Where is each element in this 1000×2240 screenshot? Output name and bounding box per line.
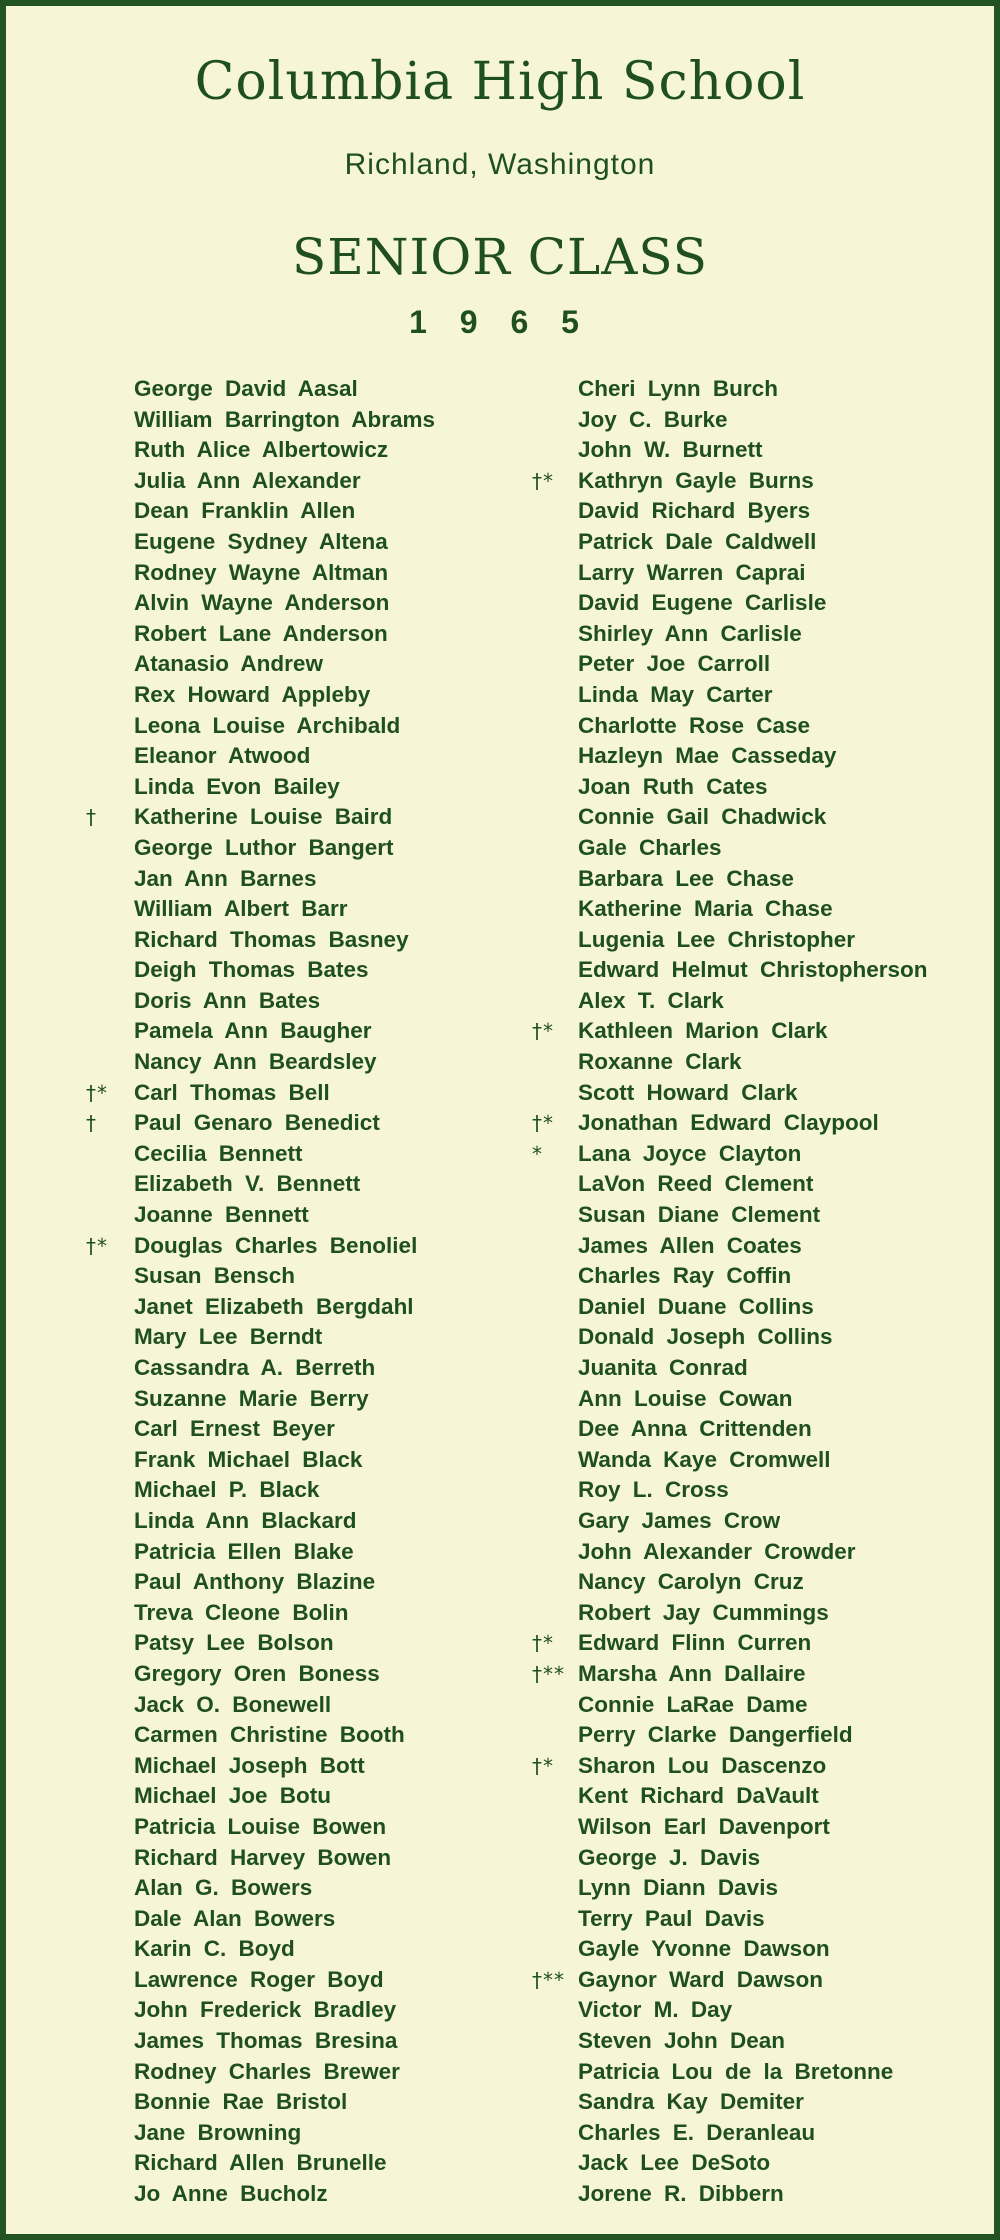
student-entry	[578, 802, 978, 833]
student-name: Paul Anthony Blazine	[134, 1569, 376, 1595]
student-entry	[578, 1047, 978, 1078]
student-name: William Albert Barr	[134, 896, 348, 922]
student-entry	[134, 619, 504, 650]
student-name: David Eugene Carlisle	[578, 590, 827, 616]
student-name: Dean Franklin Allen	[134, 498, 356, 524]
honor-mark: †*	[86, 1233, 108, 1258]
student-name: Linda May Carter	[578, 681, 773, 707]
student-name: Jack Lee DeSoto	[578, 2150, 771, 2176]
student-entry	[578, 1720, 978, 1751]
student-name: George Luthor Bangert	[134, 834, 394, 860]
student-entry	[134, 986, 504, 1017]
student-name: Patsy Lee Bolson	[134, 1630, 334, 1656]
student-entry	[134, 955, 504, 986]
student-entry	[578, 588, 978, 619]
student-entry	[134, 1139, 504, 1170]
student-name: Marsha Ann Dallaire	[578, 1660, 806, 1686]
student-name: John Frederick Bradley	[134, 1997, 397, 2023]
student-entry	[578, 527, 978, 558]
student-entry	[578, 986, 978, 1017]
student-entry	[578, 955, 978, 986]
student-entry	[578, 741, 978, 772]
student-name: Susan Bensch	[134, 1263, 296, 1289]
student-name: Richard Harvey Bowen	[134, 1844, 392, 1870]
student-name: Eugene Sydney Altena	[134, 528, 388, 554]
student-entry	[134, 1414, 504, 1445]
student-name: Roxanne Clark	[578, 1049, 742, 1075]
student-entry	[578, 1445, 978, 1476]
student-entry	[134, 1567, 504, 1598]
student-entry	[578, 1231, 978, 1262]
student-name: Paul Genaro Benedict	[134, 1110, 380, 1136]
student-name: Leona Louise Archibald	[134, 712, 401, 738]
student-entry	[134, 925, 504, 956]
student-name: Michael Joseph Bott	[134, 1752, 365, 1778]
student-name: Elizabeth V. Bennett	[134, 1171, 361, 1197]
student-entry	[134, 2179, 504, 2210]
student-entry	[532, 1108, 978, 1139]
student-name: Hazleyn Mae Casseday	[578, 743, 837, 769]
student-name: Linda Evon Bailey	[134, 773, 340, 799]
student-entry	[578, 1995, 978, 2026]
student-entry	[578, 1322, 978, 1353]
student-entry	[578, 2148, 978, 2179]
student-name: Kathleen Marion Clark	[578, 1018, 828, 1044]
student-entry	[578, 2118, 978, 2149]
honor-mark: †*	[532, 1753, 554, 1778]
class-year: 1 9 6 5	[409, 304, 591, 340]
student-entry	[578, 619, 978, 650]
honor-mark: †**	[532, 1967, 565, 1992]
student-entry	[578, 1169, 978, 1200]
student-entry	[134, 2087, 504, 2118]
student-name: Kent Richard DaVault	[578, 1783, 819, 1809]
student-entry	[134, 1047, 504, 1078]
student-name: Terry Paul Davis	[578, 1905, 765, 1931]
student-entry	[578, 2179, 978, 2210]
student-entry	[86, 802, 504, 833]
student-entry	[134, 649, 504, 680]
student-name: Richard Thomas Basney	[134, 926, 409, 952]
student-entry	[134, 1353, 504, 1384]
student-entry	[134, 1169, 504, 1200]
student-name: Daniel Duane Collins	[578, 1293, 814, 1319]
student-name: Rodney Wayne Altman	[134, 559, 389, 585]
student-name: Cecilia Bennett	[134, 1140, 303, 1166]
student-name: Susan Diane Clement	[578, 1202, 821, 1228]
student-name: John W. Burnett	[578, 437, 763, 463]
name-list-left	[86, 374, 504, 2210]
name-list-right	[532, 374, 978, 2210]
honor-mark: †	[86, 805, 97, 830]
student-name: Dee Anna Crittenden	[578, 1416, 812, 1442]
student-entry	[134, 772, 504, 803]
student-name: George David Aasal	[134, 376, 358, 401]
student-name: Cheri Lynn Burch	[578, 376, 778, 401]
student-entry	[578, 1078, 978, 1109]
student-entry	[578, 374, 978, 405]
student-name: Larry Warren Caprai	[578, 559, 806, 585]
student-entry	[578, 894, 978, 925]
student-name: Connie Gail Chadwick	[578, 804, 827, 830]
student-name: Victor M. Day	[578, 1997, 733, 2023]
student-entry	[134, 1751, 504, 1782]
student-name: Lynn Diann Davis	[578, 1875, 778, 1901]
student-entry	[134, 1261, 504, 1292]
student-name: Gary James Crow	[578, 1507, 781, 1533]
student-name: Katherine Louise Baird	[134, 804, 393, 830]
student-entry	[578, 1690, 978, 1721]
student-name: Nancy Carolyn Cruz	[578, 1569, 804, 1595]
student-name: Joy C. Burke	[578, 406, 728, 432]
student-name: Peter Joe Carroll	[578, 651, 771, 677]
student-name: Jack O. Bonewell	[134, 1691, 332, 1717]
student-name: Nancy Ann Beardsley	[134, 1049, 377, 1075]
student-entry	[532, 1139, 978, 1170]
student-entry	[134, 1843, 504, 1874]
student-entry	[578, 2057, 978, 2088]
student-name: Lawrence Roger Boyd	[134, 1966, 384, 1992]
student-entry	[578, 1261, 978, 1292]
student-entry	[578, 405, 978, 436]
student-name: Charles E. Deranleau	[578, 2119, 816, 2145]
student-name: Michael P. Black	[134, 1477, 320, 1503]
honor-mark: †*	[86, 1080, 108, 1105]
school-location: Richland, Washington	[344, 148, 656, 181]
student-name: Mary Lee Berndt	[134, 1324, 323, 1350]
student-name: Lugenia Lee Christopher	[578, 926, 856, 952]
student-name: Doris Ann Bates	[134, 987, 321, 1013]
student-name: Edward Flinn Curren	[578, 1630, 812, 1656]
student-entry	[578, 1200, 978, 1231]
student-name: Janet Elizabeth Bergdahl	[134, 1293, 414, 1319]
student-name: Ruth Alice Albertowicz	[134, 437, 389, 463]
student-name: Donald Joseph Collins	[578, 1324, 833, 1350]
student-name: Alan G. Bowers	[134, 1875, 313, 1901]
student-entry	[578, 1843, 978, 1874]
student-entry	[578, 1475, 978, 1506]
student-name: Steven John Dean	[578, 2028, 786, 2054]
student-entry	[578, 1353, 978, 1384]
student-name: Robert Lane Anderson	[134, 620, 388, 646]
student-name: Connie LaRae Dame	[578, 1691, 808, 1717]
student-entry	[134, 1292, 504, 1323]
student-name: Rex Howard Appleby	[134, 681, 371, 707]
class-title: SENIOR CLASS	[292, 228, 708, 286]
student-entry	[578, 1812, 978, 1843]
student-name: Wanda Kaye Cromwell	[578, 1446, 831, 1472]
student-entry	[578, 1414, 978, 1445]
student-name: Carl Thomas Bell	[134, 1079, 330, 1105]
student-entry	[134, 1934, 504, 1965]
student-name: Juanita Conrad	[578, 1355, 748, 1380]
student-name: Karin C. Boyd	[134, 1936, 295, 1962]
student-name: Pamela Ann Baugher	[134, 1018, 372, 1044]
student-entry	[578, 1598, 978, 1629]
student-name: LaVon Reed Clement	[578, 1171, 814, 1197]
student-name: Edward Helmut Christopherson	[578, 957, 928, 983]
student-entry	[134, 1016, 504, 1047]
honor-mark: †*	[532, 468, 554, 493]
student-name: Charlotte Rose Case	[578, 712, 811, 738]
student-entry	[134, 1384, 504, 1415]
student-entry	[134, 680, 504, 711]
student-name: Douglas Charles Benoliel	[134, 1232, 418, 1258]
student-name: Jan Ann Barnes	[134, 865, 317, 891]
student-entry	[578, 1537, 978, 1568]
student-name: Roy L. Cross	[578, 1477, 729, 1503]
student-entry	[134, 588, 504, 619]
student-entry	[578, 2087, 978, 2118]
student-entry	[134, 466, 504, 497]
student-name: Alex T. Clark	[578, 987, 724, 1013]
student-entry	[134, 1690, 504, 1721]
student-name: David Richard Byers	[578, 498, 811, 524]
student-entry	[134, 1445, 504, 1476]
student-entry	[578, 925, 978, 956]
student-entry	[134, 1537, 504, 1568]
student-entry	[134, 374, 504, 405]
student-entry	[86, 1078, 504, 1109]
student-name: Sandra Kay Demiter	[578, 2089, 804, 2115]
student-entry	[134, 1995, 504, 2026]
student-name: Treva Cleone Bolin	[134, 1599, 349, 1625]
student-name: Barbara Lee Chase	[578, 865, 794, 891]
student-name: Jane Browning	[134, 2119, 302, 2145]
student-entry	[134, 2057, 504, 2088]
student-name: Gale Charles	[578, 834, 722, 860]
student-entry	[134, 2026, 504, 2057]
student-entry	[134, 496, 504, 527]
student-name: Carmen Christine Booth	[134, 1722, 405, 1748]
student-name: Gregory Oren Boness	[134, 1660, 380, 1686]
student-entry	[134, 711, 504, 742]
student-entry	[578, 711, 978, 742]
student-name: Cassandra A. Berreth	[134, 1355, 376, 1380]
student-entry	[134, 405, 504, 436]
student-name: Eleanor Atwood	[134, 743, 311, 769]
student-entry	[134, 435, 504, 466]
student-name: Dale Alan Bowers	[134, 1905, 336, 1931]
student-name: Patrick Dale Caldwell	[578, 528, 817, 554]
student-entry	[532, 466, 978, 497]
student-name: George J. Davis	[578, 1844, 761, 1870]
student-entry	[578, 1384, 978, 1415]
student-name: Alvin Wayne Anderson	[134, 590, 390, 616]
student-entry	[578, 496, 978, 527]
honor-mark: *	[532, 1141, 543, 1166]
student-entry	[134, 558, 504, 589]
student-name: Jonathan Edward Claypool	[578, 1110, 879, 1136]
student-entry	[86, 1231, 504, 1262]
student-name: Scott Howard Clark	[578, 1079, 798, 1105]
student-entry	[134, 527, 504, 558]
student-entry	[134, 894, 504, 925]
student-entry	[134, 833, 504, 864]
student-entry	[134, 1781, 504, 1812]
student-entry	[578, 2026, 978, 2057]
student-entry	[134, 864, 504, 895]
student-entry	[134, 1965, 504, 1996]
school-name: Columbia High School	[194, 52, 806, 112]
student-name: Robert Jay Cummings	[578, 1599, 829, 1625]
student-entry	[134, 1812, 504, 1843]
student-entry	[134, 1475, 504, 1506]
student-entry	[86, 1108, 504, 1139]
student-name: Ann Louise Cowan	[578, 1385, 793, 1411]
student-name: Bonnie Rae Bristol	[134, 2089, 348, 2115]
student-entry	[134, 2118, 504, 2149]
student-name: Julia Ann Alexander	[134, 467, 361, 493]
student-entry	[532, 1016, 978, 1047]
student-entry	[134, 1506, 504, 1537]
student-entry	[578, 1506, 978, 1537]
honor-mark: †*	[532, 1019, 554, 1044]
student-name: Deigh Thomas Bates	[134, 957, 369, 983]
student-name: Kathryn Gayle Burns	[578, 467, 814, 493]
student-name: Wilson Earl Davenport	[578, 1813, 830, 1839]
student-entry	[134, 1720, 504, 1751]
student-entry	[578, 833, 978, 864]
honor-mark: †*	[532, 1111, 554, 1136]
student-entry	[134, 2148, 504, 2179]
student-entry	[578, 1904, 978, 1935]
student-name: Shirley Ann Carlisle	[578, 620, 802, 646]
student-entry	[578, 864, 978, 895]
student-name: Joanne Bennett	[134, 1202, 309, 1228]
student-entry	[578, 772, 978, 803]
student-entry	[578, 435, 978, 466]
student-entry	[578, 1567, 978, 1598]
student-name: Patricia Lou de la Bretonne	[578, 2058, 894, 2084]
student-entry	[134, 1628, 504, 1659]
student-entry	[578, 1873, 978, 1904]
student-entry	[532, 1751, 978, 1782]
student-entry	[578, 649, 978, 680]
student-name: Lana Joyce Clayton	[578, 1140, 802, 1166]
student-name: Katherine Maria Chase	[578, 896, 833, 922]
student-name: James Thomas Bresina	[134, 2028, 398, 2054]
student-name: Charles Ray Coffin	[578, 1263, 792, 1289]
student-entry	[134, 741, 504, 772]
student-name: William Barrington Abrams	[134, 406, 436, 432]
honor-mark: †	[86, 1111, 97, 1136]
honor-mark: †*	[532, 1631, 554, 1656]
student-entry	[578, 1781, 978, 1812]
student-name: Atanasio Andrew	[134, 651, 323, 677]
student-name: Suzanne Marie Berry	[134, 1385, 369, 1411]
student-name: John Alexander Crowder	[578, 1538, 856, 1564]
student-name: Joan Ruth Cates	[578, 773, 768, 799]
student-entry	[578, 558, 978, 589]
student-entry	[134, 1200, 504, 1231]
student-name: Frank Michael Black	[134, 1446, 363, 1472]
student-name: Linda Ann Blackard	[134, 1507, 357, 1533]
student-name: Sharon Lou Dascenzo	[578, 1752, 827, 1778]
student-name: Gayle Yvonne Dawson	[578, 1936, 830, 1962]
student-entry	[532, 1659, 978, 1690]
honor-mark: †**	[532, 1661, 565, 1686]
student-entry	[578, 1292, 978, 1323]
student-name: Patricia Ellen Blake	[134, 1538, 354, 1564]
student-name: James Allen Coates	[578, 1232, 802, 1258]
student-entry	[134, 1659, 504, 1690]
student-entry	[532, 1965, 978, 1996]
student-entry	[578, 1934, 978, 1965]
student-name: Perry Clarke Dangerfield	[578, 1722, 853, 1748]
student-entry	[532, 1628, 978, 1659]
student-name: Jo Anne Bucholz	[134, 2181, 328, 2207]
student-name: Rodney Charles Brewer	[134, 2058, 400, 2084]
student-name: Richard Allen Brunelle	[134, 2150, 387, 2176]
student-entry	[134, 1322, 504, 1353]
student-name: Jorene R. Dibbern	[578, 2181, 784, 2207]
student-entry	[578, 680, 978, 711]
student-name: Carl Ernest Beyer	[134, 1416, 335, 1442]
student-entry	[134, 1873, 504, 1904]
student-name: Patricia Louise Bowen	[134, 1813, 387, 1839]
student-name: Michael Joe Botu	[134, 1783, 332, 1809]
student-entry	[134, 1904, 504, 1935]
student-entry	[134, 1598, 504, 1629]
student-name: Gaynor Ward Dawson	[578, 1966, 823, 1992]
